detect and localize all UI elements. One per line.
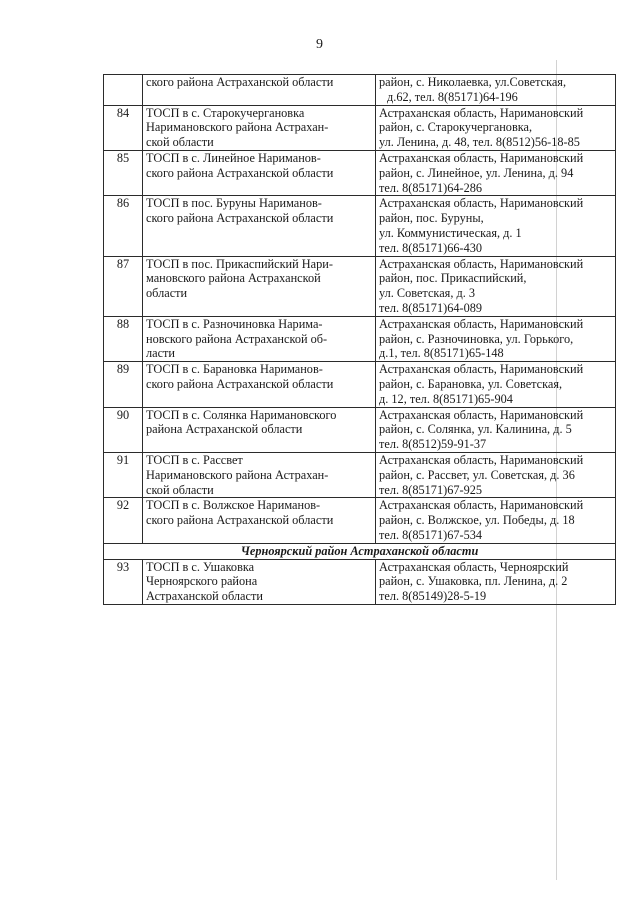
address-line: тел. 8(85171)64-286 <box>379 180 483 195</box>
registry-table <box>103 74 616 605</box>
office-name-line: ТОСП в с. Барановка Нариманов- <box>146 362 323 377</box>
address-line: Астраханская область, Наримановский <box>379 150 584 165</box>
office-name-line: ского района Астраханской области <box>146 75 334 89</box>
address-line: тел. 8(85149)28-5-19 <box>379 589 487 604</box>
table-row <box>104 559 616 604</box>
office-name-cell <box>143 150 376 195</box>
address-line: тел. 8(85171)66-430 <box>379 240 483 255</box>
office-name-cell <box>143 75 376 106</box>
address-line: район, с. Рассвет, ул. Советская, д. 36 <box>379 467 575 482</box>
office-name-cell <box>143 256 376 316</box>
office-name-cell <box>143 362 376 407</box>
row-number: 88 <box>104 316 143 361</box>
address-cell <box>376 498 616 543</box>
address-line: Астраханская область, Наримановский <box>379 256 584 271</box>
office-name-line: ского района Астраханской области <box>146 165 334 180</box>
office-name-cell <box>143 316 376 361</box>
address-line: Астраханская область, Наримановский <box>379 105 584 120</box>
registry-table-body <box>104 75 616 605</box>
office-name-line: мановского района Астраханской <box>146 271 321 286</box>
table-row <box>104 105 616 150</box>
table-row <box>104 407 616 452</box>
address-line: район, с. Барановка, ул. Советская, <box>379 376 563 391</box>
row-number: 90 <box>104 407 143 452</box>
address-line: район, с. Николаевка, ул.Советская, <box>379 75 567 89</box>
table-row <box>104 362 616 407</box>
address-line: район, с. Старокучергановка, <box>379 120 533 135</box>
office-name-line: Астраханской области <box>146 589 263 604</box>
row-number: 85 <box>104 150 143 195</box>
table-row <box>104 150 616 195</box>
address-line: Астраханская область, Наримановский <box>379 316 584 331</box>
address-line: Астраханская область, Наримановский <box>379 407 584 422</box>
office-name-line: ского района Астраханской области <box>146 376 334 391</box>
address-cell <box>376 559 616 604</box>
row-number: 87 <box>104 256 143 316</box>
address-cell <box>376 316 616 361</box>
office-name-line: области <box>146 286 188 301</box>
office-name-line: ской области <box>146 135 214 150</box>
address-line: тел. 8(85171)67-925 <box>379 482 483 497</box>
address-line: тел. 8(85171)67-534 <box>379 527 483 542</box>
office-name-line: ТОСП в с. Солянка Наримановского <box>146 407 337 422</box>
office-name-line: новского района Астраханской об- <box>146 331 328 346</box>
office-name-line: района Астраханской области <box>146 422 303 437</box>
address-line: д.1, тел. 8(85171)65-148 <box>379 346 504 361</box>
address-line: район, с. Солянка, ул. Калинина, д. 5 <box>379 422 572 437</box>
address-line: район, пос. Прикаспийский, <box>379 271 527 286</box>
address-line: тел. 8(85171)64-089 <box>379 300 483 315</box>
office-name-line: ТОСП в с. Старокучергановка <box>146 105 305 120</box>
address-line: д.62, тел. 8(85171)64-196 <box>387 89 518 104</box>
office-name-cell <box>143 452 376 497</box>
table-row <box>104 75 616 106</box>
row-number: 91 <box>104 452 143 497</box>
office-name-line: Наримановского района Астрахан- <box>146 467 329 482</box>
address-cell <box>376 407 616 452</box>
office-name-cell <box>143 105 376 150</box>
address-line: район, с. Разночиновка, ул. Горького, <box>379 331 574 346</box>
office-name-cell <box>143 407 376 452</box>
office-name-line: ТОСП в с. Волжское Нариманов- <box>146 498 321 513</box>
office-name-line: ТОСП в пос. Прикаспийский Нари- <box>146 256 333 271</box>
address-cell <box>376 196 616 256</box>
office-name-line: ТОСП в пос. Буруны Нариманов- <box>146 196 322 211</box>
table-row <box>104 452 616 497</box>
address-line: ул. Советская, д. 3 <box>379 286 476 301</box>
section-row <box>104 543 616 559</box>
row-number: 92 <box>104 498 143 543</box>
address-line: район, с. Ушаковка, пл. Ленина, д. 2 <box>379 574 568 589</box>
address-line: д. 12, тел. 8(85171)65-904 <box>379 391 513 406</box>
office-name-cell <box>143 559 376 604</box>
address-line: Астраханская область, Наримановский <box>379 362 584 377</box>
table-row <box>104 498 616 543</box>
row-number: 93 <box>104 559 143 604</box>
office-name-line: ТОСП в с. Рассвет <box>146 452 243 467</box>
address-line: район, с. Волжское, ул. Победы, д. 18 <box>379 513 575 528</box>
address-cell <box>376 105 616 150</box>
address-cell <box>376 150 616 195</box>
row-number <box>104 75 143 106</box>
section-title: Черноярский район Астраханской области <box>104 543 616 559</box>
address-line: Астраханская область, Наримановский <box>379 196 584 211</box>
address-line: Астраханская область, Наримановский <box>379 452 584 467</box>
address-cell <box>376 452 616 497</box>
address-line: ул. Ленина, д. 48, тел. 8(8512)56-18-85 <box>379 135 580 150</box>
office-name-line: ского района Астраханской области <box>146 513 334 528</box>
address-line: тел. 8(8512)59-91-37 <box>379 437 487 452</box>
address-line: район, с. Линейное, ул. Ленина, д. 94 <box>379 165 574 180</box>
address-line: Астраханская область, Наримановский <box>379 498 584 513</box>
table-row <box>104 256 616 316</box>
office-name-line: Черноярского района <box>146 574 258 589</box>
table-row <box>104 316 616 361</box>
address-line: Астраханская область, Черноярский <box>379 559 569 574</box>
office-name-cell <box>143 196 376 256</box>
office-name-line: ТОСП в с. Линейное Нариманов- <box>146 150 321 165</box>
table-row <box>104 196 616 256</box>
office-name-line: Наримановского района Астрахан- <box>146 120 329 135</box>
row-number: 84 <box>104 105 143 150</box>
office-name-line: ТОСП в с. Разночиновка Нарима- <box>146 316 323 331</box>
row-number: 86 <box>104 196 143 256</box>
office-name-line: ТОСП в с. Ушаковка <box>146 559 255 574</box>
address-cell <box>376 75 616 106</box>
office-name-line: ласти <box>146 346 176 361</box>
address-cell <box>376 362 616 407</box>
address-line: район, пос. Буруны, <box>379 211 484 226</box>
row-number: 89 <box>104 362 143 407</box>
page-number: 9 <box>316 37 323 52</box>
office-name-line: ской области <box>146 482 214 497</box>
office-name-cell <box>143 498 376 543</box>
address-line: ул. Коммунистическая, д. 1 <box>379 225 522 240</box>
address-cell <box>376 256 616 316</box>
office-name-line: ского района Астраханской области <box>146 211 334 226</box>
